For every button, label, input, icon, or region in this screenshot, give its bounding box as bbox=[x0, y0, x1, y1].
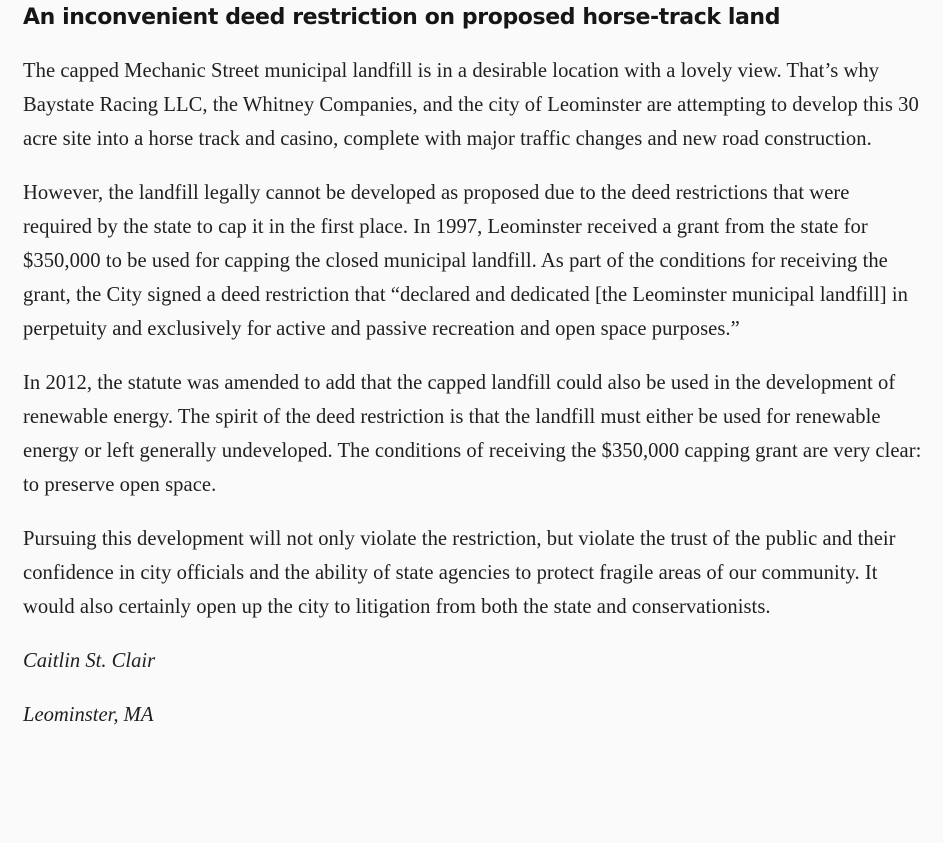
author-name: Caitlin St. Clair bbox=[23, 650, 156, 672]
article-paragraph: However, the landfill legally cannot be developed as proposed due to the deed restrictions that were required by the state to cap it in the first place. In 1997, Leominster received a grant from the state for $350,000 to be used for capping the closed municipal landfill. As part of the conditions for receiving the grant, the City signed a deed restriction that “declared and dedicated [the Leominster municipal landfill] in perpetuity and exclusively for active and passive recreation and open space purposes.” bbox=[23, 182, 908, 340]
article-paragraph: In 2012, the statute was amended to add that the capped landfill could also be used in the development of renewable energy. The spirit of the deed restriction is that the landfill must either be used for renewable energy or left generally undeveloped. The conditions of receiving the $350,000 capping grant are very clear: to preserve open space. bbox=[23, 372, 922, 496]
article-paragraph: Pursuing this development will not only violate the restriction, but violate the trust of the public and their confidence in city officials and the ability of state agencies to protect fragile areas of our community. It would also certainly open up the city to litigation from both the state and conservationists. bbox=[23, 528, 896, 618]
author-location: Leominster, MA bbox=[23, 704, 154, 726]
article-paragraph: The capped Mechanic Street municipal landfill is in a desirable location with a lovely view. That’s why Baystate Racing LLC, the Whitney Companies, and the city of Leominster are attempting to develop this 30 acre site into a horse track and casino, complete with major traffic changes and new road construction. bbox=[23, 60, 919, 150]
article bbox=[23, 0, 923, 732]
article-headline: An inconvenient deed restriction on proposed horse-track land bbox=[23, 5, 781, 30]
